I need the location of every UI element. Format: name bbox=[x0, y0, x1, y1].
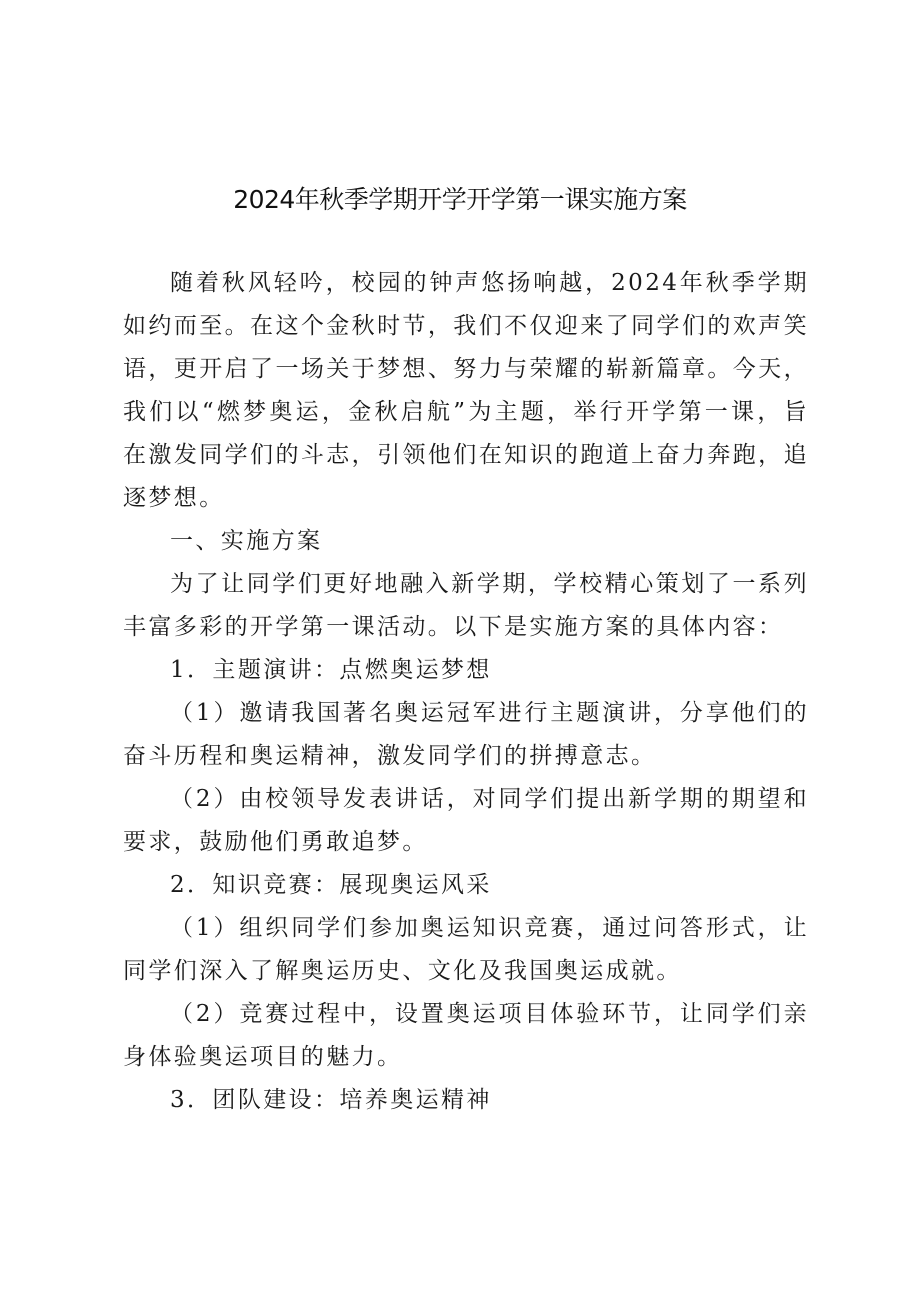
item-heading-3: 3．团队建设：培养奥运精神 bbox=[170, 1087, 492, 1113]
section-intro-paragraph: 为了让同学们更好地融入新学期，学校精心策划了一系列丰富多彩的开学第一课活动。以下是实施方案的具体内容： bbox=[123, 571, 809, 640]
intro-paragraph: 随着秋风轻吟，校园的钟声悠扬响越，2024年秋季学期如约而至。在这个金秋时节，我们不仅迎来了同学们的欢声笑语，更开启了一场关于梦想、努力与荣耀的崭新篇章。今天，我们以“燃梦奥运，金秋启航”为主题，举行开学第一课，旨在激发同学们的斗志，引领他们在知识的跑道上奋力奔跑，追逐梦想。 bbox=[123, 270, 809, 511]
item-heading-2: 2．知识竞赛：展现奥运风采 bbox=[170, 872, 492, 898]
item-2-sub-2: （2）竞赛过程中，设置奥运项目体验环节，让同学们亲身体验奥运项目的魅力。 bbox=[123, 1001, 809, 1070]
document-title: 2024年秋季学期开学开学第一课实施方案 bbox=[233, 185, 687, 214]
item-2-sub-1: （1）组织同学们参加奥运知识竞赛，通过问答形式，让同学们深入了解奥运历史、文化及我国奥运成就。 bbox=[123, 915, 809, 984]
document-body bbox=[123, 262, 809, 1122]
section-heading-implementation: 一、实施方案 bbox=[170, 528, 323, 554]
item-1-sub-1: （1）邀请我国著名奥运冠军进行主题演讲，分享他们的奋斗历程和奥运精神，激发同学们的拼搏意志。 bbox=[123, 700, 809, 769]
item-1-sub-2: （2）由校领导发表讲话，对同学们提出新学期的期望和要求，鼓励他们勇敢追梦。 bbox=[123, 786, 809, 855]
item-heading-1: 1．主题演讲：点燃奥运梦想 bbox=[170, 657, 492, 683]
